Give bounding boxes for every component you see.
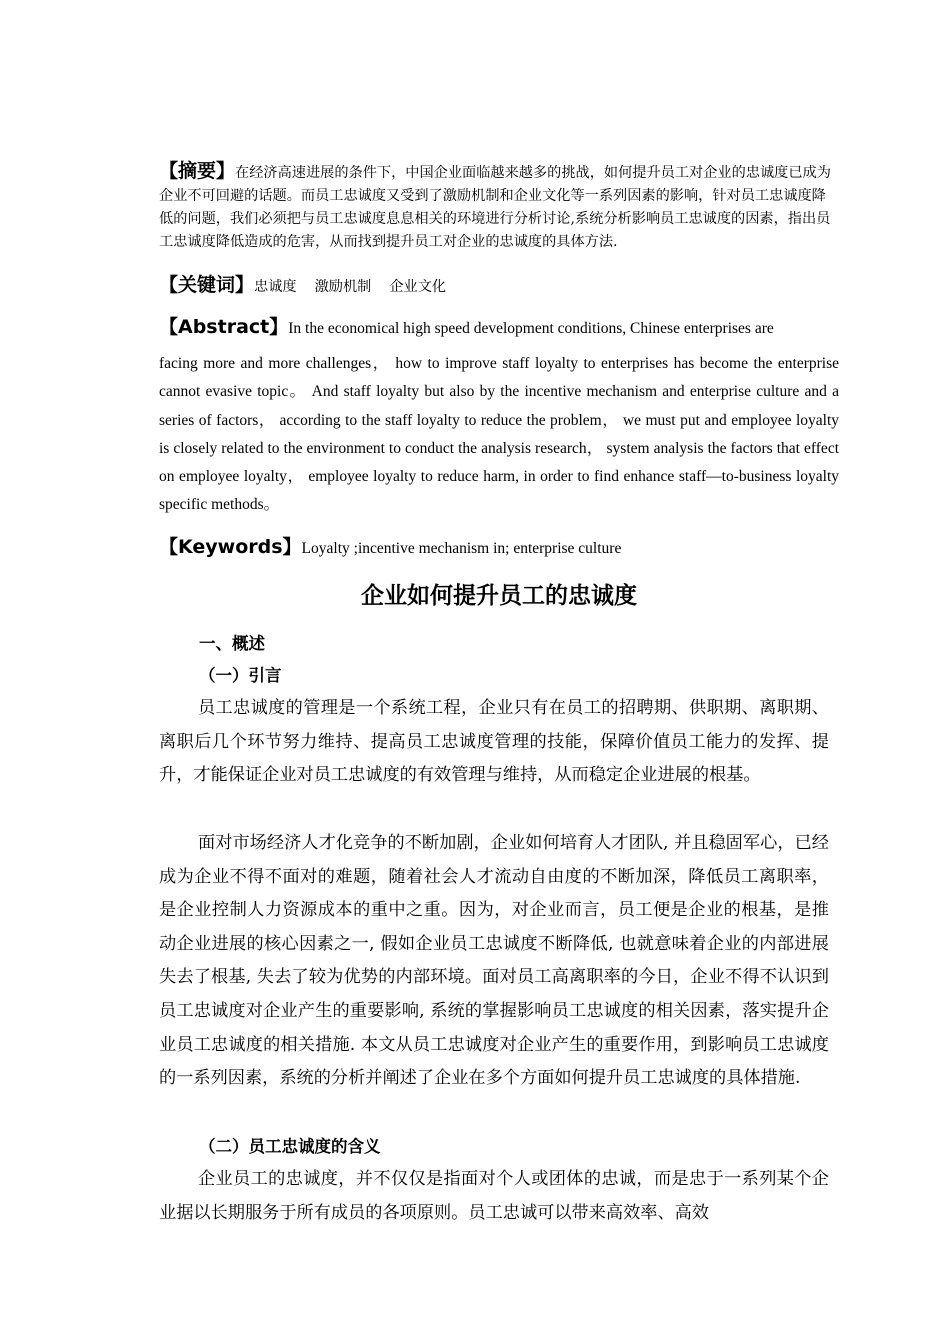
- keywords-text-en: Loyalty ;incentive mechanism in; enterprise culture: [301, 540, 622, 557]
- keyword-item: 激励机制: [314, 279, 372, 295]
- keyword-item: 忠诚度: [254, 279, 297, 295]
- subsection-heading: （一）引言: [199, 666, 282, 685]
- body-paragraph: 企业员工的忠诚度，并不仅仅是指面对个人或团体的忠诚，而是忠于一系列某个企业据以长期服务于所有成员的各项原则。员工忠诚可以带来高效率、高效: [159, 1169, 829, 1223]
- body-paragraph: 面对市场经济人才化竞争的不断加剧，企业如何培育人才团队, 并且稳固军心，已经成为企业不得不面对的难题，随着社会人才流动自由度的不断加深，降低员工离职率，是企业控制人力资源成本的重中之重。因为，对企业而言，员工便是企业的根基，是推动企业进展的核心因素之一, 假如企业员工忠诚度不断降低, 也就意味着企业的内部进展失去了根基, 失去了较为优势的内部环境。面对员工高离职率的今日，企业不得不认识到员工忠诚度对企业产生的重要影响, 系统的掌握影响员工忠诚度的相关因素，落实提升企业员工忠诚度的相关措施. 本文从员工忠诚度对企业产生的重要作用，到影响员工忠诚度的一系列因素，系统的分析并阐述了企业在多个方面如何提升员工忠诚度的具体措施.: [159, 833, 829, 1089]
- english-abstract: [159, 312, 839, 520]
- chinese-keywords: [159, 272, 839, 300]
- english-keywords: [159, 533, 839, 563]
- article-title: 企业如何提升员工的忠诚度: [361, 583, 637, 609]
- abstract-label-en: 【Abstract】: [159, 316, 289, 338]
- keywords-label-cn: 【关键词】: [159, 274, 255, 296]
- body-paragraph: 员工忠诚度的管理是一个系统工程，企业只有在员工的招聘期、供职期、离职期、离职后几个环节努力维持、提高员工忠诚度管理的技能，保障价值员工能力的发挥、提升，才能保证企业对员工忠诚度的有效管理与维持，从而稳定企业进展的根基。: [159, 698, 829, 786]
- abstract-label-cn: 【摘要】: [159, 160, 236, 182]
- chinese-abstract: [159, 160, 839, 254]
- abstract-text-cn: 在经济高速进展的条件下，中国企业面临越来越多的挑战，如何提升员工对企业的忠诚度已成为企业不可回避的话题。而员工忠诚度又受到了激励机制和企业文化等一系列因素的影响，针对员工忠诚度降低的问题，我们必须把与员工忠诚度息息相关的环境进行分析讨论,系统分析影响员工忠诚度的因素，指出员工忠诚度降低造成的危害，从而找到提升员工对企业的忠诚度的具体方法.: [159, 165, 831, 250]
- abstract-text-en-first-line: In the economical high speed development conditions, Chinese enterprises are: [288, 320, 774, 337]
- keywords-label-en: 【Keywords】: [159, 536, 302, 558]
- abstract-text-en: facing more and more challenges， how to improve staff loyalty to enterprises has become the enterprise cannot evasive topic。 And staff loyalty but also by the incentive mechanism and enterprise culture and a series of factors， according to the staff loyalty to reduce the problem， we must put and employee loyalty is closely related to the environment to conduct the analysis research， system analysis the factors that effect on employee loyalty， employee loyalty to reduce harm, in order to find enhance staff—to-business loyalty specific methods。: [159, 355, 839, 514]
- keyword-item: 企业文化: [389, 279, 447, 295]
- subsection-heading: （二）员工忠诚度的含义: [199, 1137, 381, 1156]
- section-heading: 一、概述: [199, 634, 265, 653]
